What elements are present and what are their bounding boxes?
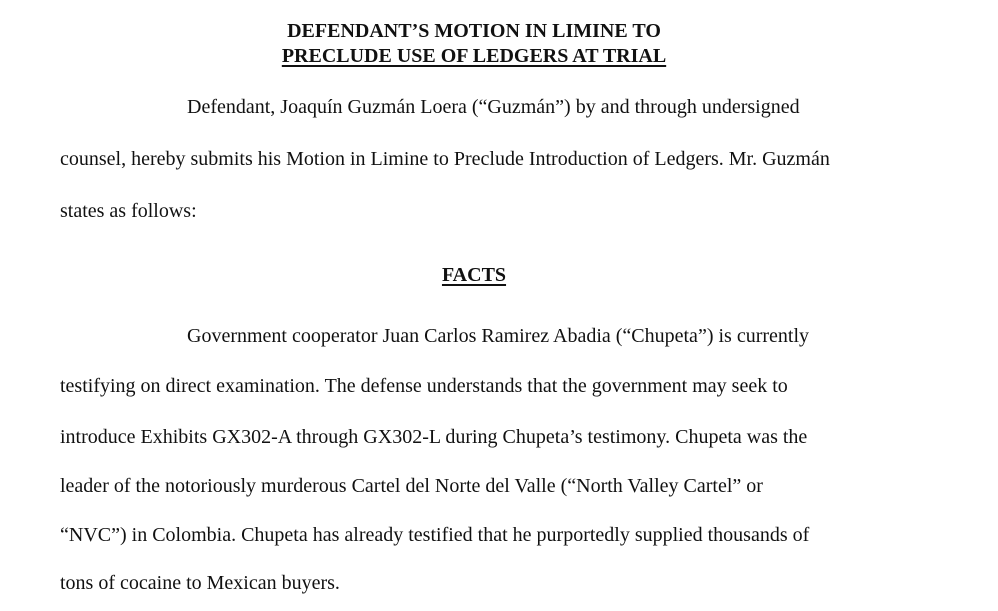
facts-line-2: testifying on direct examination. The defense understands that the government may seek to — [60, 375, 788, 397]
intro-line-2: counsel, hereby submits his Motion in Limine to Preclude Introduction of Ledgers. Mr. Guzmán — [60, 148, 830, 170]
facts-line-3: introduce Exhibits GX302-A through GX302-L during Chupeta’s testimony. Chupeta was the — [60, 426, 808, 448]
facts-heading-text: FACTS — [441, 264, 507, 286]
motion-title-line-1: DEFENDANT’S MOTION IN LIMINE TO — [287, 20, 661, 42]
facts-line-1: Government cooperator Juan Carlos Ramirez Abadia (“Chupeta”) is currently — [187, 325, 810, 347]
facts-line-5: “NVC”) in Colombia. Chupeta has already testified that he purportedly supplied thousands of — [60, 524, 810, 546]
facts-line-4: leader of the notoriously murderous Cartel del Norte del Valle (“North Valley Cartel” or — [60, 475, 763, 497]
facts-heading — [0, 263, 948, 287]
motion-title-line-2 — [0, 44, 948, 68]
intro-line-3: states as follows: — [60, 200, 197, 222]
facts-line-6: tons of cocaine to Mexican buyers. — [60, 572, 340, 594]
intro-line-1: Defendant, Joaquín Guzmán Loera (“Guzmán”) by and through undersigned — [187, 96, 800, 118]
motion-title-line-2-text: PRECLUDE USE OF LEDGERS AT TRIAL — [281, 45, 667, 67]
